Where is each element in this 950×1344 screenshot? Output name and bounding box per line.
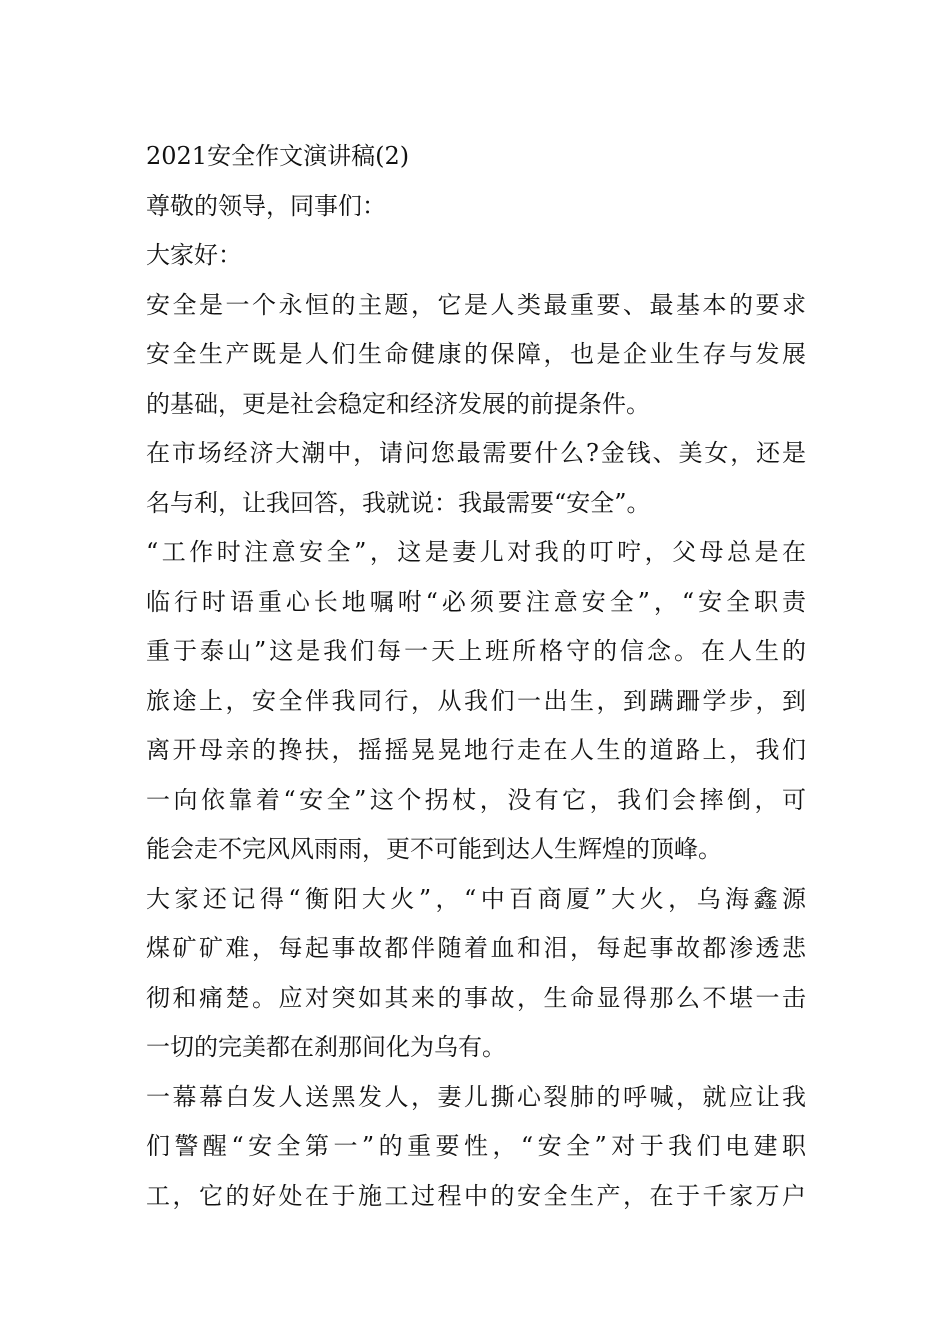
text-line: 大家还记得“衡阳大火”，“中百商厦”大火，乌海鑫源 [146,884,806,913]
text-line: 们警醒“安全第一”的重要性，“安全”对于我们电建职 [146,1132,806,1160]
text-line: 大家好： [146,241,242,269]
text-line: 彻和痛楚。应对突如其来的事故，生命显得那么不堪一击 [146,983,806,1012]
text-line: “工作时注意安全”，这是妻儿对我的叮咛，父母总是在 [146,538,806,566]
text-line: 一幕幕白发人送黑发人，妻儿撕心裂肺的呼喊，就应让我 [146,1082,806,1111]
document-title: 2021安全作文演讲稿(2) [146,142,410,170]
text-line: 一向依靠着“安全”这个拐杖，没有它，我们会摔倒，可 [146,785,806,814]
document-body [146,132,806,1221]
text-line: 临行时语重心长地嘱咐“必须要注意安全”，“安全职责 [146,587,806,616]
text-line: 安全是一个永恒的主题，它是人类最重要、最基本的要求 [146,290,806,319]
text-line: 能会走不完风风雨雨，更不可能到达人生辉煌的顶峰。 [146,835,722,863]
text-line: 一切的完美都在刹那间化为乌有。 [146,1033,506,1061]
text-line: 工，它的好处在于施工过程中的安全生产，在于千家万户 [146,1181,806,1210]
text-line: 煤矿矿难，每起事故都伴随着血和泪，每起事故都渗透悲 [146,934,806,962]
text-line: 离开母亲的搀扶，摇摇晃晃地行走在人生的道路上，我们 [146,736,806,764]
text-line: 重于泰山”这是我们每一天上班所格守的信念。在人生的 [146,637,806,665]
text-line: 名与利，让我回答，我就说：我最需要“安全”。 [146,488,651,517]
text-line: 安全生产既是人们生命健康的保障，也是企业生存与发展 [146,340,806,368]
text-line: 的基础，更是社会稳定和经济发展的前提条件。 [146,389,650,418]
text-line: 在市场经济大潮中，请问您最需要什么?金钱、美女，还是 [146,439,806,467]
text-line: 旅途上，安全伴我同行，从我们一出生，到蹒跚学步，到 [146,686,806,715]
text-line: 尊敬的领导，同事们： [146,191,386,220]
